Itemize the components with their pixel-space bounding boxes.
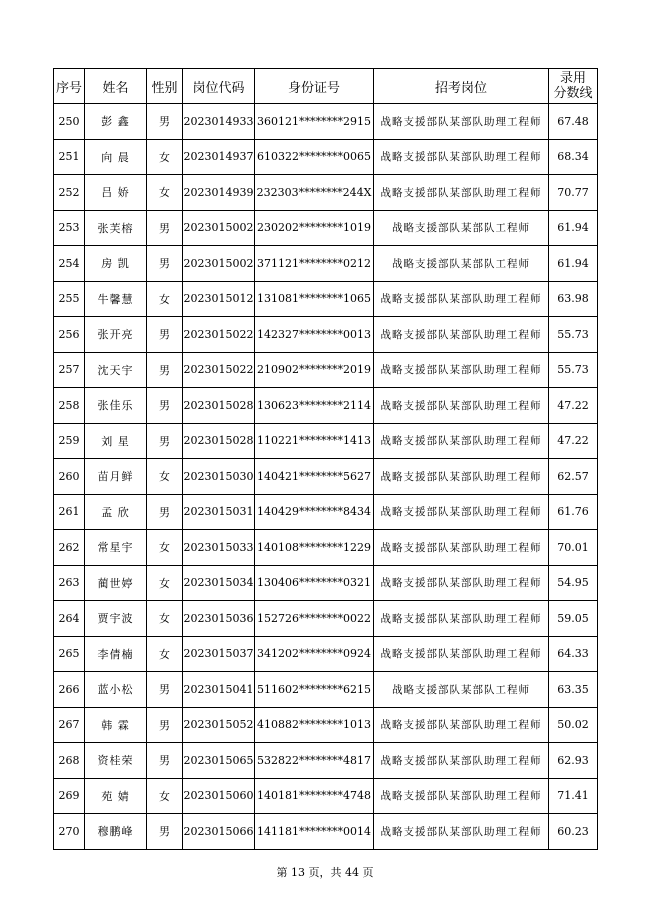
header-post: 招考岗位 (374, 69, 549, 104)
cell-gender: 男 (147, 246, 183, 282)
table-row (54, 210, 598, 246)
cell-score: 70.01 (549, 530, 598, 566)
cell-gender: 女 (147, 601, 183, 637)
cell-id-number: 341202********0924 (255, 636, 374, 672)
cell-post-code: 2023015028 (183, 423, 255, 459)
cell-post: 战略支援部队某部队助理工程师 (374, 281, 549, 317)
cell-score: 47.22 (549, 388, 598, 424)
cell-post-code: 2023015066 (183, 814, 255, 850)
cell-name: 苗月鲜 (85, 459, 147, 495)
cell-seq: 260 (54, 459, 85, 495)
table-row (54, 707, 598, 743)
cell-post-code: 2023015028 (183, 388, 255, 424)
cell-post-code: 2023014937 (183, 139, 255, 175)
cell-seq: 250 (54, 104, 85, 140)
cell-post: 战略支援部队某部队助理工程师 (374, 423, 549, 459)
cell-score: 70.77 (549, 175, 598, 211)
cell-gender: 男 (147, 423, 183, 459)
cell-score: 59.05 (549, 601, 598, 637)
cell-name: 贾宇波 (85, 601, 147, 637)
cell-name: 孟 欣 (85, 494, 147, 530)
header-post-code: 岗位代码 (183, 69, 255, 104)
cell-score: 47.22 (549, 423, 598, 459)
cell-score: 55.73 (549, 317, 598, 353)
cell-name: 张开亮 (85, 317, 147, 353)
table-row (54, 494, 598, 530)
cell-seq: 256 (54, 317, 85, 353)
cell-seq: 251 (54, 139, 85, 175)
cell-seq: 268 (54, 743, 85, 779)
cell-post-code: 2023015034 (183, 565, 255, 601)
cell-post-code: 2023015037 (183, 636, 255, 672)
cell-post-code: 2023015033 (183, 530, 255, 566)
cell-post: 战略支援部队某部队助理工程师 (374, 707, 549, 743)
header-row (54, 69, 598, 104)
cell-post-code: 2023014939 (183, 175, 255, 211)
cell-score: 68.34 (549, 139, 598, 175)
cell-post-code: 2023015031 (183, 494, 255, 530)
table-row (54, 246, 598, 282)
cell-id-number: 141181********0014 (255, 814, 374, 850)
cell-post-code: 2023015002 (183, 210, 255, 246)
cell-seq: 263 (54, 565, 85, 601)
table-row (54, 459, 598, 495)
cell-seq: 258 (54, 388, 85, 424)
cell-gender: 女 (147, 530, 183, 566)
cell-id-number: 130406********0321 (255, 565, 374, 601)
cell-post: 战略支援部队某部队助理工程师 (374, 317, 549, 353)
cell-seq: 254 (54, 246, 85, 282)
cell-post-code: 2023014933 (183, 104, 255, 140)
cell-name: 张佳乐 (85, 388, 147, 424)
cell-name: 吕 娇 (85, 175, 147, 211)
cell-post: 战略支援部队某部队工程师 (374, 210, 549, 246)
table-row (54, 104, 598, 140)
cell-post: 战略支援部队某部队助理工程师 (374, 104, 549, 140)
cell-post: 战略支援部队某部队助理工程师 (374, 636, 549, 672)
cell-name: 房 凯 (85, 246, 147, 282)
cell-gender: 女 (147, 175, 183, 211)
cell-post: 战略支援部队某部队工程师 (374, 672, 549, 708)
cell-gender: 男 (147, 352, 183, 388)
cell-name: 蔺世婷 (85, 565, 147, 601)
table-row (54, 601, 598, 637)
table-row (54, 530, 598, 566)
cell-post: 战略支援部队某部队助理工程师 (374, 778, 549, 814)
header-name: 姓名 (85, 69, 147, 104)
cell-gender: 男 (147, 210, 183, 246)
cell-score: 54.95 (549, 565, 598, 601)
table-row (54, 317, 598, 353)
cell-id-number: 130623********2114 (255, 388, 374, 424)
cell-id-number: 532822********4817 (255, 743, 374, 779)
cell-name: 常星宇 (85, 530, 147, 566)
cell-name: 刘 星 (85, 423, 147, 459)
cell-gender: 男 (147, 672, 183, 708)
cell-post-code: 2023015065 (183, 743, 255, 779)
header-score (549, 69, 598, 104)
header-id-number: 身份证号 (255, 69, 374, 104)
cell-seq: 253 (54, 210, 85, 246)
results-table (53, 68, 598, 850)
cell-name: 蓝小松 (85, 672, 147, 708)
table-row (54, 565, 598, 601)
cell-post: 战略支援部队某部队助理工程师 (374, 388, 549, 424)
cell-name: 资桂荣 (85, 743, 147, 779)
cell-gender: 男 (147, 104, 183, 140)
cell-seq: 270 (54, 814, 85, 850)
cell-seq: 259 (54, 423, 85, 459)
table-row (54, 778, 598, 814)
cell-name: 张芙榕 (85, 210, 147, 246)
header-gender: 性别 (147, 69, 183, 104)
cell-seq: 265 (54, 636, 85, 672)
header-score-line1: 录用 (559, 71, 586, 86)
cell-id-number: 210902********2019 (255, 352, 374, 388)
cell-id-number: 131081********1065 (255, 281, 374, 317)
cell-seq: 264 (54, 601, 85, 637)
cell-post: 战略支援部队某部队助理工程师 (374, 743, 549, 779)
cell-score: 71.41 (549, 778, 598, 814)
header-score-line2: 分数线 (553, 86, 593, 101)
cell-gender: 女 (147, 636, 183, 672)
cell-score: 62.93 (549, 743, 598, 779)
cell-gender: 男 (147, 814, 183, 850)
cell-post-code: 2023015012 (183, 281, 255, 317)
cell-name: 穆鹏峰 (85, 814, 147, 850)
page-footer: 第 13 页，共 44 页 (276, 866, 374, 879)
cell-name: 彭 鑫 (85, 104, 147, 140)
cell-id-number: 142327********0013 (255, 317, 374, 353)
cell-id-number: 230202********1019 (255, 210, 374, 246)
cell-post-code: 2023015052 (183, 707, 255, 743)
cell-gender: 男 (147, 317, 183, 353)
cell-id-number: 110221********1413 (255, 423, 374, 459)
cell-seq: 252 (54, 175, 85, 211)
cell-score: 63.98 (549, 281, 598, 317)
cell-score: 63.35 (549, 672, 598, 708)
cell-post-code: 2023015030 (183, 459, 255, 495)
table-row (54, 423, 598, 459)
cell-name: 韩 霖 (85, 707, 147, 743)
table-row (54, 281, 598, 317)
cell-post-code: 2023015022 (183, 317, 255, 353)
cell-id-number: 371121********0212 (255, 246, 374, 282)
cell-post-code: 2023015036 (183, 601, 255, 637)
cell-score: 50.02 (549, 707, 598, 743)
cell-seq: 257 (54, 352, 85, 388)
cell-post: 战略支援部队某部队助理工程师 (374, 459, 549, 495)
cell-name: 沈天宇 (85, 352, 147, 388)
cell-post: 战略支援部队某部队助理工程师 (374, 352, 549, 388)
cell-post: 战略支援部队某部队工程师 (374, 246, 549, 282)
table-row (54, 814, 598, 850)
cell-name: 牛馨慧 (85, 281, 147, 317)
cell-score: 61.94 (549, 246, 598, 282)
cell-score: 62.57 (549, 459, 598, 495)
header-seq: 序号 (54, 69, 85, 104)
cell-id-number: 610322********0065 (255, 139, 374, 175)
cell-name: 李倩楠 (85, 636, 147, 672)
cell-score: 61.76 (549, 494, 598, 530)
cell-gender: 女 (147, 139, 183, 175)
table-header (54, 69, 598, 104)
table-row (54, 352, 598, 388)
cell-id-number: 140108********1229 (255, 530, 374, 566)
cell-gender: 女 (147, 459, 183, 495)
cell-post: 战略支援部队某部队助理工程师 (374, 139, 549, 175)
cell-name: 向 晨 (85, 139, 147, 175)
cell-score: 64.33 (549, 636, 598, 672)
cell-seq: 261 (54, 494, 85, 530)
cell-post-code: 2023015002 (183, 246, 255, 282)
cell-gender: 女 (147, 778, 183, 814)
cell-id-number: 140181********4748 (255, 778, 374, 814)
table-row (54, 743, 598, 779)
cell-score: 55.73 (549, 352, 598, 388)
cell-gender: 女 (147, 281, 183, 317)
cell-id-number: 232303********244X (255, 175, 374, 211)
cell-id-number: 140421********5627 (255, 459, 374, 495)
cell-gender: 女 (147, 565, 183, 601)
cell-id-number: 360121********2915 (255, 104, 374, 140)
cell-seq: 266 (54, 672, 85, 708)
cell-post: 战略支援部队某部队助理工程师 (374, 175, 549, 211)
table-row (54, 175, 598, 211)
cell-seq: 262 (54, 530, 85, 566)
cell-seq: 255 (54, 281, 85, 317)
table-row (54, 139, 598, 175)
cell-score: 67.48 (549, 104, 598, 140)
cell-seq: 269 (54, 778, 85, 814)
cell-score: 60.23 (549, 814, 598, 850)
cell-id-number: 140429********8434 (255, 494, 374, 530)
cell-seq: 267 (54, 707, 85, 743)
cell-post: 战略支援部队某部队助理工程师 (374, 814, 549, 850)
table-row (54, 388, 598, 424)
cell-post-code: 2023015060 (183, 778, 255, 814)
table-row (54, 636, 598, 672)
cell-post-code: 2023015041 (183, 672, 255, 708)
cell-id-number: 410882********1013 (255, 707, 374, 743)
cell-post: 战略支援部队某部队助理工程师 (374, 530, 549, 566)
cell-post: 战略支援部队某部队助理工程师 (374, 494, 549, 530)
cell-post: 战略支援部队某部队助理工程师 (374, 601, 549, 637)
cell-post-code: 2023015022 (183, 352, 255, 388)
cell-gender: 男 (147, 494, 183, 530)
cell-gender: 男 (147, 707, 183, 743)
cell-gender: 男 (147, 388, 183, 424)
table-row (54, 672, 598, 708)
cell-name: 苑 婧 (85, 778, 147, 814)
cell-gender: 男 (147, 743, 183, 779)
table-body (54, 104, 598, 850)
cell-score: 61.94 (549, 210, 598, 246)
cell-id-number: 152726********0022 (255, 601, 374, 637)
cell-id-number: 511602********6215 (255, 672, 374, 708)
cell-post: 战略支援部队某部队助理工程师 (374, 565, 549, 601)
